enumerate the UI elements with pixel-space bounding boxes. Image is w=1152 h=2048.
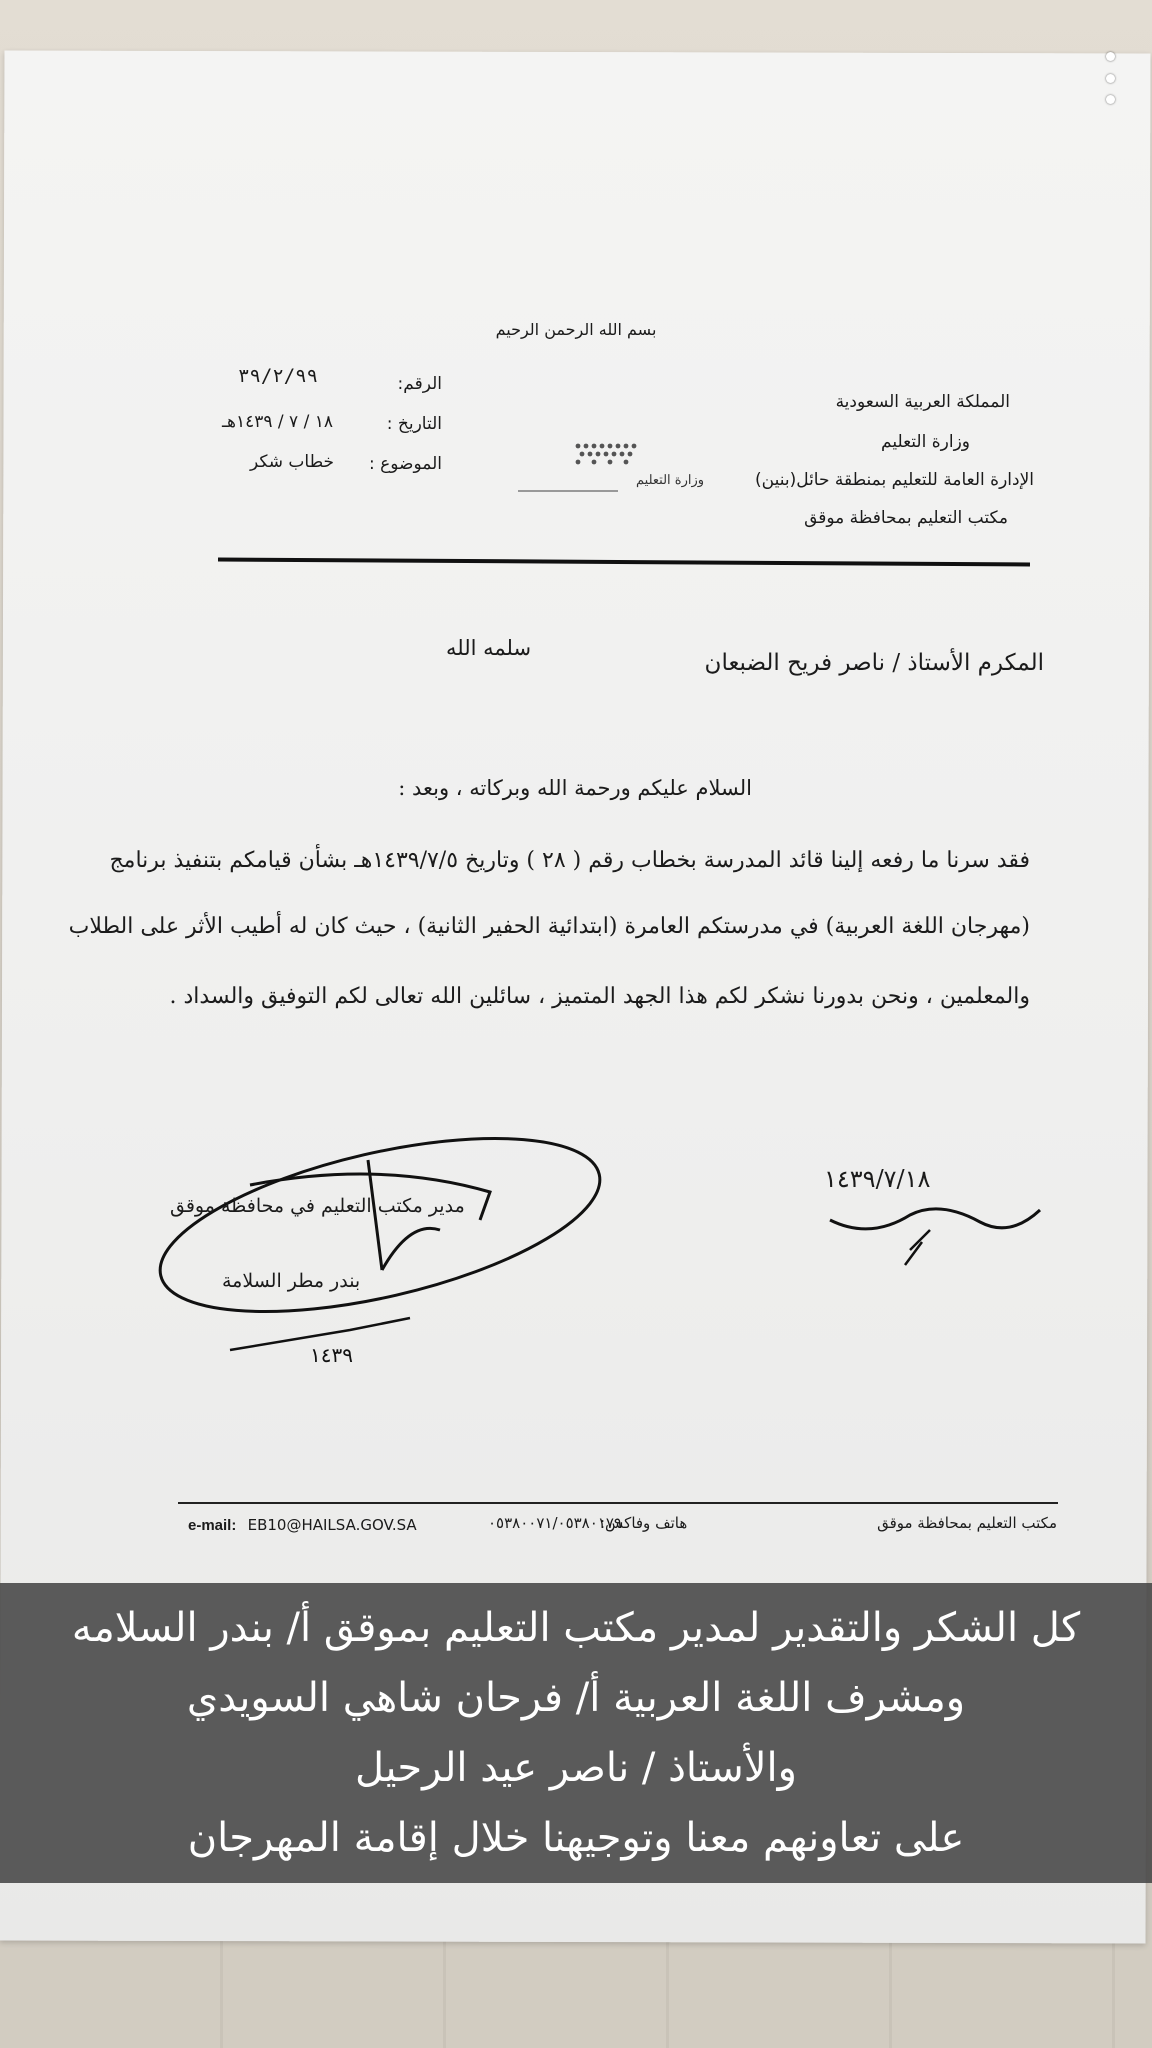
logo-text: وزارة التعليم [636,473,705,488]
footer-phone-label: هاتف وفاكس: [600,1514,688,1532]
ministry-logo [508,438,705,498]
recipient-line: المكرم الأستاذ / ناصر فريح الضبعان [704,650,1044,676]
snap-caption[interactable] [0,1583,1152,1883]
footer-office: مكتب التعليم بمحافظة موقق [877,1514,1057,1532]
ref-number-label: الرقم: [397,374,442,394]
body-line-3: والمعلمين ، ونحن بدورنا نشكر لكم هذا الجهد المتميز ، سائلين الله تعالى لكم التوفيق والسداد . [169,984,1030,1009]
signature-title: مدير مكتب التعليم في محافظة موقق [170,1195,465,1217]
footer-phone-value: ٠٥٣٨٠٠٧١/٠٥٣٨٠١٧٩ [488,1514,622,1532]
more-options-icon[interactable] [1100,52,1120,104]
salutation-suffix: سلمه الله [446,636,532,660]
footer-email-label: e-mail: [188,1517,237,1534]
body-line-1: فقد سرنا ما رفعه إلينا قائد المدرسة بخطاب رقم ( ٢٨ ) وتاريخ ١٤٣٩/٧/٥هـ بشأن قيامكم بتنفيذ برنامج [109,848,1030,873]
caption-line-3: والأستاذ / ناصر عيد الرحيل [355,1745,797,1791]
date-label: التاريخ : [386,414,442,434]
caption-line-2: ومشرف اللغة العربية أ/ فرحان شاهي السويدي [186,1675,966,1721]
ref-number-value: ٣٩/٢/٩٩ [238,365,319,387]
handwritten-date: ١٤٣٩/٧/١٨ [824,1165,931,1193]
greeting-line: السلام عليكم ورحمة الله وبركاته ، وبعد : [398,776,752,800]
org-line-ministry: وزارة التعليم [881,432,970,452]
basmala: بسم الله الرحمن الرحيم [495,320,657,339]
footer-email-value: EB10@HAILSA.GOV.SA [247,1516,417,1534]
dot [1106,52,1115,61]
caption-line-4: على تعاونهم معنا وتوجيهنا خلال إقامة المهرجان [187,1815,965,1861]
dot [1106,74,1115,83]
org-line-kingdom: المملكة العربية السعودية [835,392,1010,412]
footer-divider [178,1502,1058,1504]
caption-line-1: كل الشكر والتقدير لمدير مكتب التعليم بموقق أ/ بندر السلامه [71,1605,1081,1651]
org-line-office: مكتب التعليم بمحافظة موقق [804,508,1008,528]
signature-name: بندر مطر السلامة [222,1270,361,1292]
dot [1106,95,1115,104]
wood-floor [0,1930,1152,2048]
signature-scribble [150,1100,610,1380]
org-line-directorate: الإدارة العامة للتعليم بمنطقة حائل(بنين) [755,470,1034,490]
subject-label: الموضوع : [368,454,442,474]
subject-value: خطاب شكر [250,452,335,472]
footer-email [188,1516,417,1534]
date-value: ١٨ / ٧ / ١٤٣٩هـ [222,412,333,432]
body-line-2: (مهرجان اللغة العربية) في مدرستكم العامرة (ابتدائية الحفير الثانية) ، حيث كان له أطيب الأثر على الطلاب [68,914,1030,939]
signature-hand-year: ١٤٣٩ [310,1343,353,1367]
